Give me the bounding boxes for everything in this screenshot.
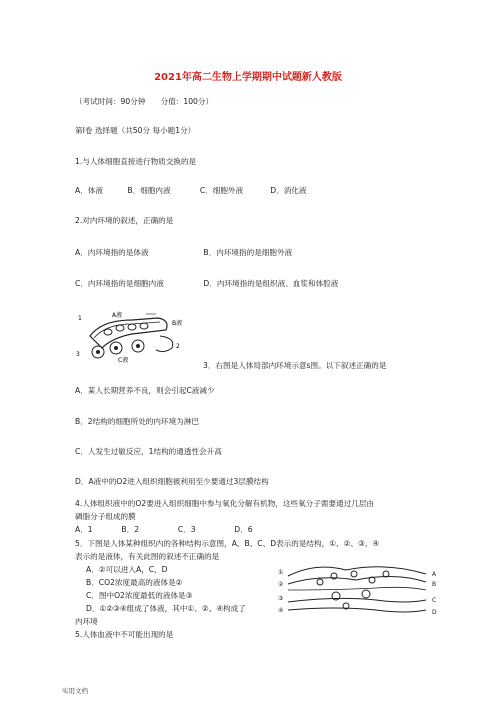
question-5-option-a: A．②可以进入A，C，D xyxy=(86,565,168,574)
internal-environment-figure xyxy=(72,308,192,366)
question-1-options xyxy=(75,186,307,196)
question-3-option-c: C．人发生过敏反应，1结构的通透性会升高 xyxy=(75,447,222,456)
option: B．2 xyxy=(121,525,140,534)
figure-label-2: ② xyxy=(278,581,284,588)
figure-label-2: 2 xyxy=(176,343,180,350)
footer-text: 实用文档 xyxy=(62,687,88,695)
question-3-option-a: A．某人长期营养不良，则会引起C液减少 xyxy=(75,386,215,395)
figure-label-3: 3 xyxy=(76,351,80,358)
section-heading: 第Ⅰ卷 选择题（共50分 每小题1分） xyxy=(75,126,196,135)
figure-label-b: B液 xyxy=(172,320,183,327)
question-5-stem-line2: 表示的是液体，有关此图的叙述不正确的是 xyxy=(75,552,220,561)
question-4-stem-line2: 磷脂分子组成的膜 xyxy=(75,512,136,521)
question-3-option-d: D．A液中的O2进入组织细胞被利用至少要通过3层膜结构 xyxy=(75,477,269,486)
figure-label-c: C液 xyxy=(118,357,129,364)
question-2-options-row1 xyxy=(75,248,292,258)
tissue-structure-figure xyxy=(276,560,444,618)
question-3-stem: 3．右图是人体局部内环境示意s图。以下叙述正确的是 xyxy=(203,361,387,370)
question-5-option-d: D．①②③④组成了体液，其中①、②、④构成了 xyxy=(86,604,246,613)
figure-label-B: B xyxy=(432,581,437,588)
figure-label-A: A xyxy=(432,571,437,578)
option: A．体液 xyxy=(75,186,103,195)
question-5-option-b: B．CO2浓度最高的液体是② xyxy=(86,578,183,587)
option: D．内环境指的是组织液、血浆和体腔液 xyxy=(203,279,339,288)
option: D．6 xyxy=(234,525,253,534)
question-2-stem: 2.对内环境的叙述，正确的是 xyxy=(75,216,174,225)
option: C．细胞外液 xyxy=(199,186,244,195)
question-4-options xyxy=(75,525,253,535)
option: C．内环境指的是细胞内液 xyxy=(75,279,164,288)
exam-meta: （考试时间：90分钟 分值：100分） xyxy=(75,97,214,106)
figure-label-4: ④ xyxy=(278,607,284,614)
figure-label-3: ③ xyxy=(278,595,284,602)
question-5-stem-line1: 5．下图是人体某种组织内的各种结构示意图，A、B、C、D表示的是结构，①、②、③、④ xyxy=(75,539,380,548)
option: A．内环境指的是体液 xyxy=(75,248,149,257)
question-5b-stem: 5.人体血液中不可能出现的是 xyxy=(75,630,174,639)
question-2-options-row2 xyxy=(75,279,338,289)
question-1-stem: 1.与人体细胞直接进行物质交换的是 xyxy=(75,157,197,166)
option: A．1 xyxy=(75,525,93,534)
option: B．内环境指的是细胞外液 xyxy=(203,248,293,257)
question-3-option-b: B．2结构的细胞所处的内环境为淋巴 xyxy=(75,417,199,426)
question-5-option-d-continued: 内环境 xyxy=(75,617,98,626)
figure-label-a: A液 xyxy=(112,312,123,319)
option: C．3 xyxy=(177,525,196,534)
option: D．消化液 xyxy=(270,186,307,195)
page-title: 2021年高二生物上学期期中试题新人教版 xyxy=(154,72,342,83)
option: B．细胞内液 xyxy=(127,186,171,195)
figure-label-D: D xyxy=(432,609,437,616)
figure-label-1: ① xyxy=(278,569,284,576)
question-5-option-c: C．图中O2浓度最低的液体是③ xyxy=(86,591,193,600)
figure-label-1: 1 xyxy=(78,315,82,322)
figure-label-C: C xyxy=(432,597,437,604)
question-4-stem-line1: 4.人体组织液中的O2要进入组织细胞中参与氧化分解有机物，这些氧分子需要通过几层由 xyxy=(75,499,375,508)
